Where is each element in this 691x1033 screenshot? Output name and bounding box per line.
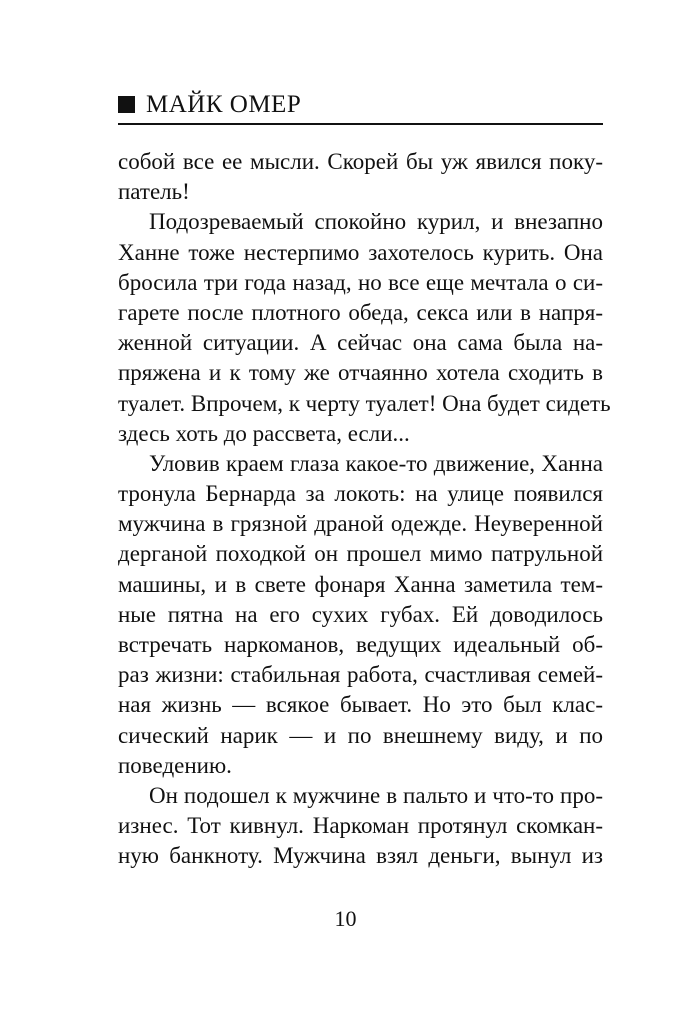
text-line: здесь хоть до рассвета, если... (118, 420, 410, 446)
text-line: дерганой походкой он прошел мимо патрульной (118, 541, 603, 567)
header-square-mark (118, 96, 135, 113)
text-line: ная жизнь — всякое бывает. Но это был клас- (118, 692, 603, 718)
text-line: раз жизни: стабильная работа, счастливая семей- (118, 662, 603, 688)
text-line: машины, и в свете фонаря Ханна заметила тем- (118, 571, 603, 597)
text-line: поведению. (118, 752, 232, 778)
text-line: мужчина в грязной драной одежде. Неуверенной (118, 511, 603, 537)
text-line: Подозреваемый спокойно курил, и внезапно (149, 209, 603, 235)
text-line: ные пятна на его сухих губах. Ей доводилось (118, 601, 603, 627)
text-line: сический нарик — и по внешнему виду, и по (118, 722, 603, 748)
text-line: встречать наркоманов, ведущих идеальный об- (118, 632, 603, 657)
header-author: МАЙК ОМЕР (146, 91, 302, 118)
body-text (118, 147, 611, 872)
text-line: тронула Бернарда за локоть: на улице появился (118, 481, 603, 507)
header-rule (118, 123, 603, 125)
text-line: Уловив краем глаза какое-то движение, Ханна (149, 450, 603, 476)
text-line: изнес. Тот кивнул. Наркоман протянул скомкан- (118, 813, 603, 839)
text-line: собой все ее мысли. Скорей бы уж явился поку- (118, 149, 603, 174)
text-line: Ханне тоже нестерпимо захотелось курить. Она (118, 239, 603, 265)
text-line: бросила три года назад, но все еще мечтала о си- (118, 269, 603, 295)
text-line: пряжена и к тому же отчаянно хотела сходить в (118, 360, 603, 386)
text-line: гарете после плотного обеда, секса или в напря- (118, 299, 603, 325)
text-line: женной ситуации. А сейчас она сама была на- (118, 330, 603, 356)
text-line: Он подошел к мужчине в пальто и что-то про- (149, 782, 603, 808)
running-header (118, 88, 603, 122)
text-line: патель! (118, 179, 190, 205)
text-line: ную банкноту. Мужчина взял деньги, вынул из (118, 843, 603, 869)
page-number: 10 (334, 906, 357, 931)
text-line: туалет. Впрочем, к черту туалет! Она будет сидеть (118, 390, 611, 416)
